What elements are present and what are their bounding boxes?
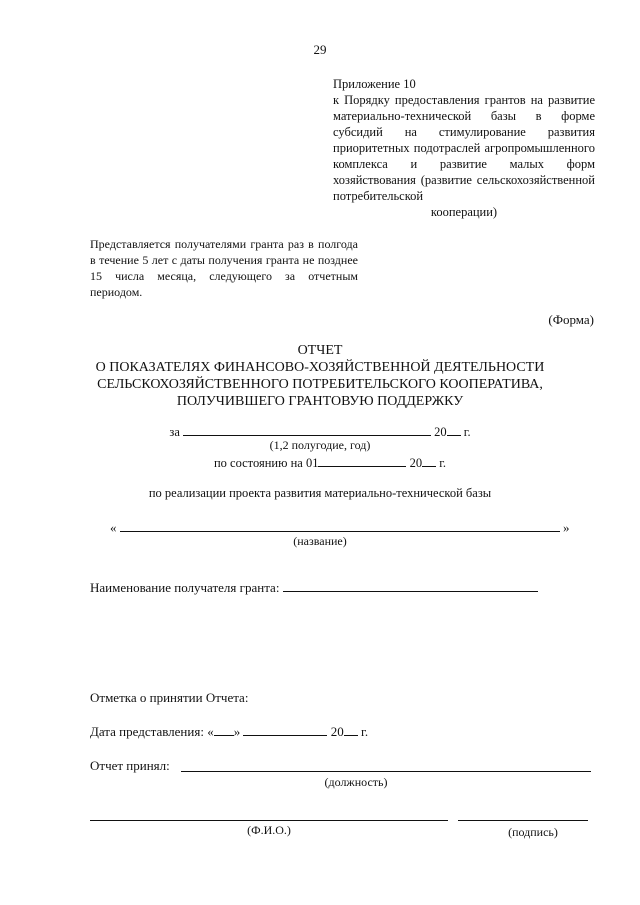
as-of-month-field[interactable] <box>318 455 406 467</box>
date-year-suffix: г. <box>360 724 369 739</box>
date-open-quote: « <box>207 724 214 739</box>
report-title-line-2: О ПОКАЗАТЕЛЯХ ФИНАНСОВО-ХОЗЯЙСТВЕННОЙ ДЕЯТЕЛЬНОСТИ <box>95 360 545 375</box>
period-year-prefix: 20 <box>434 425 447 439</box>
fio-field[interactable] <box>90 820 448 821</box>
signature-hint: (подпись) <box>508 825 558 839</box>
appendix-title: Приложение 10 <box>333 77 416 91</box>
submission-date-row <box>90 724 368 740</box>
position-hint: (должность) <box>324 775 388 789</box>
signature-field[interactable] <box>458 820 588 821</box>
recipient-field[interactable] <box>283 580 538 592</box>
as-of-year-prefix: 20 <box>409 456 423 470</box>
period-year-field[interactable] <box>447 424 461 436</box>
appendix-body: к Порядку предоставления грантов на развитие материально-технической базы в форме субсидий на стимулирование развития приоритетных подотраслей агропромышленного комплекса и развитие малых форм хозяйствования (развитие сельскохозяйственной потребительской <box>333 93 595 203</box>
period-prefix: за <box>169 425 180 439</box>
acceptance-title: Отметка о принятии Отчета: <box>90 690 249 705</box>
appendix-header <box>333 76 595 220</box>
period-hint: (1,2 полугодие, год) <box>269 438 371 452</box>
report-title <box>0 342 640 410</box>
date-month-field[interactable] <box>243 724 327 736</box>
as-of-row <box>10 455 640 471</box>
as-of-year-field[interactable] <box>422 455 436 467</box>
accepted-by-label: Отчет принял: <box>90 758 170 773</box>
project-close-quote: » <box>563 520 570 535</box>
report-title-line-3: СЕЛЬСКОХОЗЯЙСТВЕННОГО ПОТРЕБИТЕЛЬСКОГО КООПЕРАТИВА, <box>97 377 543 392</box>
project-name-hint: (название) <box>293 534 347 548</box>
submission-note: Представляется получателями гранта раз в полгода в течение 5 лет с даты получения гранта не позднее 15 числа месяца, следующего за отчетным периодом. <box>90 237 358 299</box>
recipient-row <box>90 580 538 596</box>
project-name-field[interactable] <box>120 520 560 532</box>
project-text: по реализации проекта развития материально-технической базы <box>148 486 492 500</box>
fio-hint: (Ф.И.О.) <box>247 823 291 837</box>
position-field[interactable] <box>181 771 591 772</box>
page-number: 29 <box>313 42 327 57</box>
date-close-quote: » <box>233 724 241 739</box>
accepted-by-row <box>90 758 170 774</box>
date-day-field[interactable] <box>214 724 234 736</box>
submission-date-label: Дата представления: <box>90 724 204 739</box>
recipient-label: Наименование получателя гранта: <box>90 580 280 595</box>
date-year-field[interactable] <box>344 724 358 736</box>
project-open-quote: « <box>110 520 117 535</box>
form-label: (Форма) <box>548 312 594 327</box>
report-title-line-4: ПОЛУЧИВШЕГО ГРАНТОВУЮ ПОДДЕРЖКУ <box>176 394 464 409</box>
date-year-prefix: 20 <box>330 724 344 739</box>
as-of-year-suffix: г. <box>439 456 447 470</box>
period-year-suffix: г. <box>463 425 471 439</box>
period-field[interactable] <box>183 424 431 436</box>
report-title-line-1: ОТЧЕТ <box>297 343 343 358</box>
appendix-body-end: кооперации) <box>430 205 498 219</box>
as-of-prefix: по состоянию на 01 <box>213 456 319 470</box>
